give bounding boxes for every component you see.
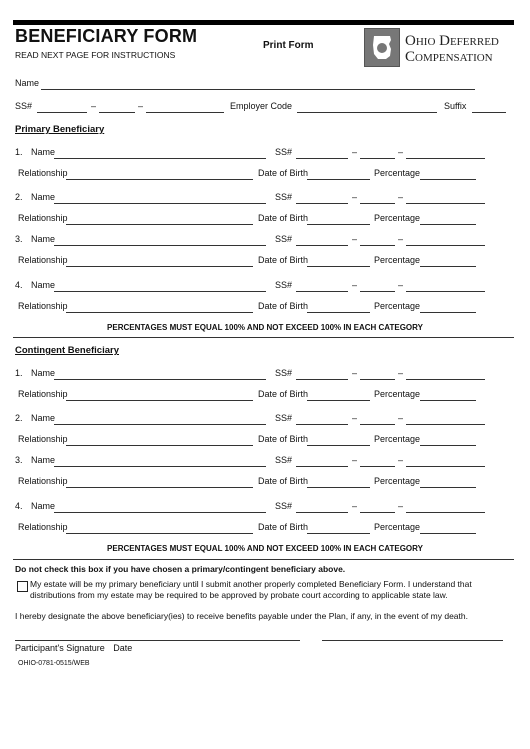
contingent-number-3: 3.: [15, 455, 23, 465]
signature-line[interactable]: [15, 640, 300, 641]
contingent-percentage-field-2[interactable]: [420, 435, 476, 446]
dash: –: [352, 147, 358, 157]
instructions-note: READ NEXT PAGE FOR INSTRUCTIONS: [15, 50, 176, 60]
primary-number-1: 1.: [15, 147, 23, 157]
contingent-beneficiary-heading: Contingent Beneficiary: [15, 345, 119, 356]
contingent-name-label-3: Name: [31, 455, 56, 465]
primary-dob-label-4: Date of Birth: [258, 301, 309, 311]
primary-percentage-label-3: Percentage: [374, 255, 421, 265]
estate-warning: Do not check this box if you have chosen a primary/contingent beneficiary above.: [15, 564, 346, 574]
contingent-dob-label-4: Date of Birth: [258, 522, 309, 532]
dash: –: [138, 101, 144, 111]
contingent-ss-part3-2[interactable]: [406, 414, 485, 425]
dash: –: [398, 455, 404, 465]
primary-dob-label-2: Date of Birth: [258, 213, 309, 223]
primary-name-label-2: Name: [31, 192, 56, 202]
suffix-field[interactable]: [472, 102, 506, 113]
logo-line-2: Compensation: [405, 49, 493, 65]
applicant-ss-label: SS#: [15, 101, 33, 111]
contingent-ss-part1-4[interactable]: [296, 502, 348, 513]
contingent-relationship-field-1[interactable]: [66, 390, 253, 401]
contingent-percentage-field-4[interactable]: [420, 523, 476, 534]
date-line[interactable]: [322, 640, 503, 641]
primary-ss-part1-3[interactable]: [296, 235, 348, 246]
primary-dob-label-3: Date of Birth: [258, 255, 309, 265]
contingent-relationship-label-2: Relationship: [18, 434, 68, 444]
primary-name-label-4: Name: [31, 280, 56, 290]
employer-code-field[interactable]: [297, 102, 437, 113]
contingent-ss-label-4: SS#: [275, 501, 293, 511]
contingent-relationship-label-4: Relationship: [18, 522, 68, 532]
estate-checkbox[interactable]: [17, 581, 28, 592]
primary-relationship-field-1[interactable]: [66, 169, 253, 180]
primary-name-label-1: Name: [31, 147, 56, 157]
primary-ss-label-3: SS#: [275, 234, 293, 244]
contingent-number-2: 2.: [15, 413, 23, 423]
primary-relationship-label-2: Relationship: [18, 213, 68, 223]
primary-ss-part3-4[interactable]: [406, 281, 485, 292]
primary-relationship-field-2[interactable]: [66, 214, 253, 225]
primary-percentage-label-1: Percentage: [374, 168, 421, 178]
primary-relationship-label-4: Relationship: [18, 301, 68, 311]
primary-percentage-field-4[interactable]: [420, 302, 476, 313]
ohio-logo-icon: [364, 28, 400, 67]
contingent-dob-label-3: Date of Birth: [258, 476, 309, 486]
estate-statement: My estate will be my primary beneficiary until I submit another properly completed Beneficiary Form. I understand that distributions from my estate may be required to be approved by probate court according to applicable state law.: [30, 579, 472, 600]
applicant-name-field[interactable]: [41, 79, 475, 90]
primary-percentage-notice: PERCENTAGES MUST EQUAL 100% AND NOT EXCEED 100% IN EACH CATEGORY: [107, 323, 423, 332]
contingent-ss-part2-2[interactable]: [360, 414, 395, 425]
dash: –: [352, 455, 358, 465]
primary-name-field-1[interactable]: [54, 148, 266, 159]
contingent-ss-label-3: SS#: [275, 455, 293, 465]
dash: –: [352, 280, 358, 290]
primary-number-3: 3.: [15, 234, 23, 244]
contingent-percentage-field-3[interactable]: [420, 477, 476, 488]
contingent-relationship-field-2[interactable]: [66, 435, 253, 446]
primary-ss-part2-4[interactable]: [360, 281, 395, 292]
primary-name-field-3[interactable]: [54, 235, 266, 246]
applicant-ss-part3[interactable]: [146, 102, 224, 113]
header-rule: [13, 20, 514, 25]
contingent-ss-part2-3[interactable]: [360, 456, 395, 467]
primary-ss-label-2: SS#: [275, 192, 293, 202]
contingent-percentage-label-2: Percentage: [374, 434, 421, 444]
primary-dob-field-1[interactable]: [307, 169, 370, 180]
dash: –: [91, 101, 97, 111]
contingent-dob-field-2[interactable]: [307, 435, 370, 446]
dash: –: [352, 192, 358, 202]
dash: –: [398, 368, 404, 378]
primary-number-4: 4.: [15, 280, 23, 290]
contingent-name-label-1: Name: [31, 368, 56, 378]
primary-relationship-field-3[interactable]: [66, 256, 253, 267]
primary-name-field-4[interactable]: [54, 281, 266, 292]
primary-ss-part1-2[interactable]: [296, 193, 348, 204]
contingent-relationship-field-3[interactable]: [66, 477, 253, 488]
contingent-percentage-label-3: Percentage: [374, 476, 421, 486]
primary-ss-label-1: SS#: [275, 147, 293, 157]
primary-beneficiary-heading: Primary Beneficiary: [15, 124, 105, 135]
primary-relationship-field-4[interactable]: [66, 302, 253, 313]
applicant-name-label: Name: [15, 78, 40, 88]
contingent-relationship-label-3: Relationship: [18, 476, 68, 486]
primary-dob-field-2[interactable]: [307, 214, 370, 225]
contingent-ss-part1-3[interactable]: [296, 456, 348, 467]
primary-ss-part3-1[interactable]: [406, 148, 485, 159]
dash: –: [352, 368, 358, 378]
contingent-ss-part3-3[interactable]: [406, 456, 485, 467]
dash: –: [398, 234, 404, 244]
contingent-dob-field-4[interactable]: [307, 523, 370, 534]
primary-ss-part2-3[interactable]: [360, 235, 395, 246]
dash: –: [352, 501, 358, 511]
primary-number-2: 2.: [15, 192, 23, 202]
contingent-ss-label-1: SS#: [275, 368, 293, 378]
form-code: OHIO-0781-0515/WEB: [18, 660, 90, 667]
contingent-ss-part1-2[interactable]: [296, 414, 348, 425]
logo-text: [405, 33, 499, 65]
applicant-ss-part1[interactable]: [37, 102, 87, 113]
primary-percentage-label-4: Percentage: [374, 301, 421, 311]
logo-line-1: Ohio Deferred: [405, 33, 499, 49]
contingent-ss-label-2: SS#: [275, 413, 293, 423]
dash: –: [398, 192, 404, 202]
primary-dob-field-4[interactable]: [307, 302, 370, 313]
dash: –: [398, 413, 404, 423]
designation-statement: I hereby designate the above beneficiary(ies) to receive benefits payable under the Plan, if any, in the event of my death.: [15, 611, 468, 621]
primary-ss-part2-2[interactable]: [360, 193, 395, 204]
contingent-dob-field-1[interactable]: [307, 390, 370, 401]
primary-ss-part2-1[interactable]: [360, 148, 395, 159]
print-form-button[interactable]: Print Form: [263, 40, 314, 51]
dash: –: [398, 280, 404, 290]
contingent-name-field-4[interactable]: [54, 502, 266, 513]
contingent-dob-label-2: Date of Birth: [258, 434, 309, 444]
primary-relationship-label-1: Relationship: [18, 168, 68, 178]
contingent-number-1: 1.: [15, 368, 23, 378]
primary-dob-label-1: Date of Birth: [258, 168, 309, 178]
contingent-ss-part2-4[interactable]: [360, 502, 395, 513]
contingent-name-label-4: Name: [31, 501, 56, 511]
contingent-name-field-2[interactable]: [54, 414, 266, 425]
primary-ss-part3-3[interactable]: [406, 235, 485, 246]
contingent-percentage-label-4: Percentage: [374, 522, 421, 532]
primary-percentage-label-2: Percentage: [374, 213, 421, 223]
suffix-label: Suffix: [444, 101, 467, 111]
primary-name-field-2[interactable]: [54, 193, 266, 204]
contingent-name-label-2: Name: [31, 413, 56, 423]
primary-ss-label-4: SS#: [275, 280, 293, 290]
contingent-name-field-3[interactable]: [54, 456, 266, 467]
primary-percentage-field-1[interactable]: [420, 169, 476, 180]
dash: –: [352, 413, 358, 423]
participant-signature-label: Participant's Signature: [15, 643, 105, 653]
applicant-ss-part2[interactable]: [99, 102, 135, 113]
contingent-relationship-label-1: Relationship: [18, 389, 68, 399]
primary-relationship-label-3: Relationship: [18, 255, 68, 265]
primary-name-label-3: Name: [31, 234, 56, 244]
section-divider: [13, 559, 514, 560]
form-title: BENEFICIARY FORM: [15, 26, 198, 46]
contingent-ss-part1-1[interactable]: [296, 369, 348, 380]
contingent-ss-part3-4[interactable]: [406, 502, 485, 513]
contingent-dob-field-3[interactable]: [307, 477, 370, 488]
contingent-ss-part3-1[interactable]: [406, 369, 485, 380]
dash: –: [398, 147, 404, 157]
primary-ss-part1-1[interactable]: [296, 148, 348, 159]
contingent-ss-part2-1[interactable]: [360, 369, 395, 380]
date-label: Date: [113, 643, 133, 653]
employer-code-label: Employer Code: [230, 101, 293, 111]
signature-label: [15, 643, 132, 653]
dash: –: [398, 501, 404, 511]
section-divider: [13, 337, 514, 338]
contingent-percentage-label-1: Percentage: [374, 389, 421, 399]
primary-percentage-field-2[interactable]: [420, 214, 476, 225]
contingent-percentage-field-1[interactable]: [420, 390, 476, 401]
contingent-number-4: 4.: [15, 501, 23, 511]
contingent-percentage-notice: PERCENTAGES MUST EQUAL 100% AND NOT EXCEED 100% IN EACH CATEGORY: [107, 544, 423, 553]
primary-ss-part3-2[interactable]: [406, 193, 485, 204]
contingent-dob-label-1: Date of Birth: [258, 389, 309, 399]
primary-dob-field-3[interactable]: [307, 256, 370, 267]
contingent-relationship-field-4[interactable]: [66, 523, 253, 534]
contingent-name-field-1[interactable]: [54, 369, 266, 380]
dash: –: [352, 234, 358, 244]
primary-percentage-field-3[interactable]: [420, 256, 476, 267]
primary-ss-part1-4[interactable]: [296, 281, 348, 292]
